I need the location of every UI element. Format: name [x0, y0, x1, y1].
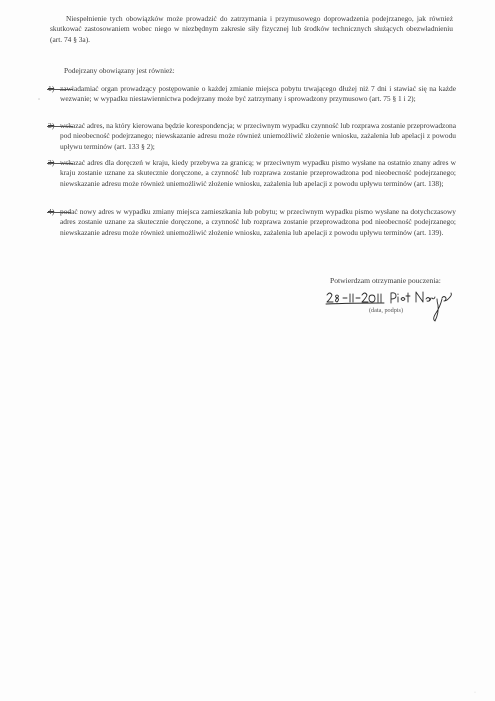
strike-mark [47, 212, 71, 213]
intro-paragraph: Niespełnienie tych obowiązków może prowadzić do zatrzymania i przymusowego doprowadzenia podejrzanego, jak również skutkować zastosowaniem wobec niego w niezbędnym zakresie siły fizycznej lub środków technicznych służących obezwładnieniu (art. 74 § 3a). [50, 14, 453, 44]
list-item [48, 84, 456, 105]
margin-mark: · [474, 690, 476, 696]
list-item-text: zawiadamiać organ prowadzący postępowanie o każdej zmianie miejsca pobytu trwającego dłużej niż 7 dni i stawiać się na każde wezwanie; w wypadku niestawiennictwa podejrzany może być zatrzymany i sprowadzony przymusowo (art. 75 § 1 i 2); [60, 84, 456, 104]
list-item-number: 2) [48, 121, 55, 130]
list-item-text: podać nowy adres w wypadku zmiany miejsca zamieszkania lub pobytu; w przeciwnym wypadku pismo wysłane na dotychczasowy adres zostanie uznane za skutecznie doręczone, a czynność lub rozprawa zostanie przeprowadzona pod nieobecność podejrzanego; niewskazanie adresu może również uniemożliwić złożenie wniosku, zażalenia lub apelacji z powodu upływu terminów (art. 139). [60, 207, 456, 237]
strike-mark [47, 89, 73, 90]
list-item-number: 1) [48, 84, 55, 93]
list-item-text: wskazać adres dla doręczeń w kraju, kiedy przebywa za granicą; w przeciwnym wypadku pismo wysłane na ostatnio znany adres w kraju zostanie uznane za skutecznie doręczone, a czynność lub rozprawa zostanie przeprowadzona pod nieobecność podejrzanego; niewskazanie adresu może również uniemożliwić złożenie wniosku, zażalenia lub apelacji z powodu upływu terminów (art. 138); [60, 158, 456, 188]
list-item [48, 207, 456, 238]
confirmation-label: Potwierdzam otrzymanie pouczenia: [330, 276, 441, 285]
strike-mark [47, 126, 73, 127]
strike-mark [47, 163, 73, 164]
list-item-text: wskazać adres, na który kierowana będzie korespondencja; w przeciwnym wypadku czynność lub rozprawa zostanie przeprowadzona pod nieobecność podejrzanego; niewskazanie adresu może również uniemożliwić złożenie wniosku, zażalenia lub apelacji z powodu upływu terminów (art. 133 § 2); [60, 121, 456, 151]
list-item-number: 4) [48, 207, 55, 216]
list-item [48, 158, 456, 189]
lead-paragraph: Podejrzany obowiązany jest również: [64, 66, 175, 75]
list-item-number: 3) [48, 158, 55, 167]
signature-caption: (data, podpis) [369, 307, 404, 314]
margin-mark: ▫ [38, 97, 41, 103]
list-item [48, 121, 456, 152]
